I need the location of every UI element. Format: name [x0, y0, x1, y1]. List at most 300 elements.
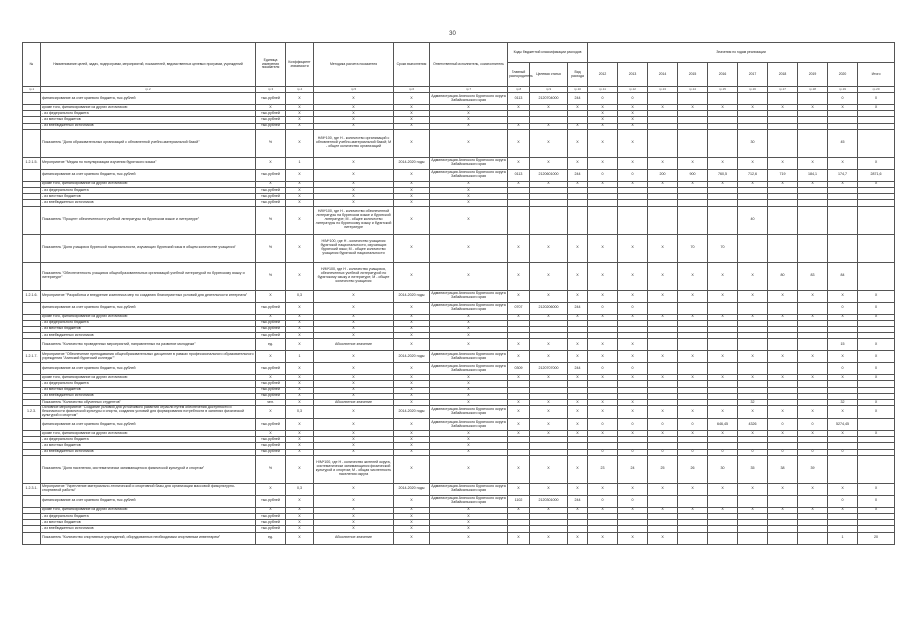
row-year-value: Х [588, 483, 618, 495]
row-name: Показатель "Количество спортивных учреждений, оборудованных необходимым спортивным инвентарем" [41, 532, 256, 544]
col-number: гр.5 [314, 87, 394, 93]
row-coef: Х [286, 437, 314, 443]
row-coef: Х [286, 507, 314, 513]
row-total [858, 419, 895, 431]
row-year-value: Х [618, 117, 648, 123]
row-year-value [708, 129, 738, 157]
row-year-value: Х [738, 406, 768, 419]
row-year-value [828, 206, 858, 234]
row-unit: тыс.рублей [256, 443, 286, 449]
row-year-value: Х [588, 507, 618, 513]
row-unit: тыс.рублей [256, 123, 286, 129]
row-year-value: Х [768, 105, 798, 111]
row-unit: Х [256, 483, 286, 495]
row-grbs: Х [508, 431, 530, 437]
row-responsible: Х [430, 129, 508, 157]
col-number: гр.6 [394, 87, 430, 93]
row-term: Х [394, 262, 430, 290]
table-row [23, 406, 895, 419]
row-year-value: Х [588, 111, 618, 117]
row-year-value [798, 339, 828, 351]
row-purpose-code [530, 206, 568, 234]
row-coef: Х [286, 200, 314, 206]
row-year-value: Х [828, 351, 858, 363]
col-number: гр.14 [678, 87, 708, 93]
row-year-value: Х [588, 234, 618, 262]
row-year-value [678, 93, 708, 105]
col-number: гр.12 [618, 87, 648, 93]
col-purpose-header: Целевая статья [530, 63, 568, 87]
row-year-value: Х [828, 483, 858, 495]
row-grbs: Х [508, 455, 530, 483]
row-year-value: 30 [708, 455, 738, 483]
row-name: кроме того, финансирование из других источников: [41, 314, 256, 320]
row-term: Х [394, 169, 430, 181]
row-name: кроме того, финансирование из других источников: [41, 431, 256, 437]
row-grbs [508, 206, 530, 234]
row-purpose-code: 2120301000 [530, 495, 568, 507]
row-year-value: Х [738, 290, 768, 302]
row-year-value: Х [708, 314, 738, 320]
row-unit: тыс.рублей [256, 363, 286, 375]
row-unit: тыс.рублей [256, 495, 286, 507]
row-total: 0 [858, 495, 895, 507]
row-year-value [828, 455, 858, 483]
row-unit: Х [256, 105, 286, 111]
row-year-value: Х [648, 431, 678, 437]
row-grbs: Х [508, 351, 530, 363]
row-grbs: Х [508, 419, 530, 431]
row-year-value: 25 [648, 455, 678, 483]
row-expense-type: Х [568, 351, 588, 363]
row-year-value: Х [738, 262, 768, 290]
col-name-header: Наименование целей, задач, подпрограмм, мероприятий, показателей, ведомственных целевых программ, учреждений [41, 43, 256, 87]
row-year-value: Х [828, 431, 858, 437]
row-responsible: Х [430, 526, 508, 532]
row-year-value [768, 234, 798, 262]
row-purpose-code: Х [530, 406, 568, 419]
row-year-value: Х [798, 351, 828, 363]
row-term: Х [394, 387, 430, 393]
row-year-value: 0 [768, 419, 798, 431]
row-year-value: Х [618, 262, 648, 290]
row-year-value: Х [768, 375, 798, 381]
row-grbs: Х [508, 339, 530, 351]
row-name: Показатель "Обеспеченность учащихся общеобразовательных организаций учебной литературой по бурятскому языку и литературе" [41, 262, 256, 290]
row-term: Х [394, 513, 430, 519]
row-method: Х [314, 449, 394, 455]
col-number: гр.3 [256, 87, 286, 93]
row-unit: тыс.рублей [256, 513, 286, 519]
row-year-value: Х [738, 157, 768, 169]
row-number [23, 129, 41, 157]
row-term: 2014-2020 годы [394, 157, 430, 169]
row-unit: тыс.рублей [256, 194, 286, 200]
row-term: Х [394, 449, 430, 455]
row-year-value [708, 363, 738, 375]
row-expense-type: Х [568, 262, 588, 290]
col-number: гр.4 [286, 87, 314, 93]
row-unit: тыс.рублей [256, 449, 286, 455]
row-year-value: 39 [798, 455, 828, 483]
row-term: Х [394, 129, 430, 157]
row-year-value [828, 234, 858, 262]
row-grbs: Х [508, 532, 530, 544]
row-year-value: Х [708, 290, 738, 302]
row-unit: % [256, 455, 286, 483]
row-name: кроме того, финансирование из других источников: [41, 507, 256, 513]
row-term: Х [394, 437, 430, 443]
row-year-value [768, 363, 798, 375]
row-method: Абсолютное значение [314, 339, 394, 351]
row-total: 0 [858, 93, 895, 105]
row-purpose-code: 2120206000 [530, 302, 568, 314]
row-expense-type: Х [568, 375, 588, 381]
row-year-value: Х [828, 375, 858, 381]
row-total: Х [858, 105, 895, 111]
row-year-value: Х [618, 351, 648, 363]
row-name: Основное мероприятие "Создание условий для устойчивого развития отрасли путем обеспечения доступности и безопасности физической культуры и спорта, создания условий для формирования потребности в занятиях физической культурой и спортом" [41, 406, 256, 419]
row-method: Х [314, 387, 394, 393]
row-year-value: Х [588, 314, 618, 320]
row-year-value [738, 234, 768, 262]
row-name: - из федерального бюджета [41, 381, 256, 387]
row-year-value: Х [798, 507, 828, 513]
table-row [23, 339, 895, 351]
row-purpose-code: Х [530, 455, 568, 483]
row-grbs: Х [508, 290, 530, 302]
row-year-value: Х [768, 314, 798, 320]
row-purpose-code: Х [530, 375, 568, 381]
row-total [858, 234, 895, 262]
row-number [23, 234, 41, 262]
row-year-value: Х [588, 105, 618, 111]
row-year-value [678, 532, 708, 544]
row-coef: Х [286, 105, 314, 111]
row-year-value: Х [708, 431, 738, 437]
row-name: - из внебюджетных источников [41, 123, 256, 129]
row-year-value: Х [678, 375, 708, 381]
row-method: Х [314, 194, 394, 200]
row-name: - из внебюджетных источников [41, 393, 256, 399]
row-method: Х [314, 507, 394, 513]
row-number [23, 302, 41, 314]
row-grbs: 0309 [508, 363, 530, 375]
row-expense-type: Х [568, 129, 588, 157]
year-header: 2020 [828, 63, 858, 87]
row-grbs: Х [508, 375, 530, 381]
row-method: Х [314, 111, 394, 117]
row-name: - из внебюджетных источников [41, 200, 256, 206]
row-purpose-code: Х [530, 483, 568, 495]
row-year-value: 0 [828, 449, 858, 455]
row-total: Х [858, 351, 895, 363]
row-responsible: Х [430, 111, 508, 117]
row-method: Х [314, 437, 394, 443]
row-term: Х [394, 105, 430, 111]
row-expense-type: Х [568, 400, 588, 406]
row-unit: % [256, 206, 286, 234]
row-coef: Х [286, 375, 314, 381]
row-term: Х [394, 181, 430, 187]
row-year-value [648, 206, 678, 234]
row-number [23, 262, 41, 290]
row-year-value: Х [768, 290, 798, 302]
row-year-value: Х [738, 431, 768, 437]
row-year-value: 24 [618, 455, 648, 483]
row-number [23, 169, 41, 181]
row-term: 2014-2020 годы [394, 290, 430, 302]
row-year-value: Х [618, 400, 648, 406]
row-term: Х [394, 431, 430, 437]
row-method: Х [314, 406, 394, 419]
row-term: 2014-2020 годы [394, 406, 430, 419]
row-year-value: Х [798, 314, 828, 320]
row-year-value [798, 495, 828, 507]
page-number: 30 [449, 31, 456, 37]
row-name: финансирование за счет краевого бюджета, тыс.рублей [41, 169, 256, 181]
row-year-value: 0 [828, 302, 858, 314]
row-year-value: Х [828, 290, 858, 302]
row-method: Н/М*100, где Н - количество учащихся бурятской национальности, изучающих бурятский язык; М - общее количество учащихся бурятской национальности [314, 234, 394, 262]
row-year-value: Х [618, 532, 648, 544]
row-unit: тыс.рублей [256, 169, 286, 181]
col-unit-header: Единица измерения показателя [256, 43, 286, 87]
row-coef: Х [286, 181, 314, 187]
row-term: Х [394, 363, 430, 375]
row-responsible: Администрация Агинского Бурятского округа Забайкальского края [430, 290, 508, 302]
row-coef: Х [286, 187, 314, 193]
row-year-value: Х [768, 181, 798, 187]
row-number: 1.2.3.1. [23, 483, 41, 495]
row-method: Х [314, 419, 394, 431]
row-unit: тыс.рублей [256, 187, 286, 193]
col-number: гр.15 [708, 87, 738, 93]
row-coef: Х [286, 455, 314, 483]
row-year-value: Х [588, 532, 618, 544]
row-name: Показатель "Доля учащихся бурятской национальности, изучающих бурятский язык в общем количестве учащихся" [41, 234, 256, 262]
row-year-value: 0 [588, 302, 618, 314]
row-year-value: 719 [768, 169, 798, 181]
row-year-value: Х [828, 105, 858, 111]
row-responsible: Администрация Агинского Бурятского округа Забайкальского края [430, 406, 508, 419]
row-method: Х [314, 169, 394, 181]
row-year-value: 0 [618, 449, 648, 455]
row-year-value: Х [588, 406, 618, 419]
row-year-value: Х [678, 181, 708, 187]
row-year-value: 0 [588, 363, 618, 375]
row-responsible: Администрация Агинского Бурятского округа Забайкальского края [430, 495, 508, 507]
row-year-value: Х [618, 314, 648, 320]
row-year-value: Х [618, 290, 648, 302]
row-year-value [648, 363, 678, 375]
row-name: Показатель "Процент обеспеченности учебной литературы на бурятском языке и литературе" [41, 206, 256, 234]
row-unit: тыс.рублей [256, 333, 286, 339]
row-expense-type: Х [568, 290, 588, 302]
row-unit: тыс.рублей [256, 200, 286, 206]
col-vr-header: Вид расхода [568, 63, 588, 87]
row-year-value: Х [648, 351, 678, 363]
row-method: Х [314, 314, 394, 320]
row-year-value: 0 [618, 93, 648, 105]
row-term: Х [394, 339, 430, 351]
row-responsible: Х [430, 206, 508, 234]
row-expense-type: Х [568, 314, 588, 320]
row-year-value [648, 129, 678, 157]
row-number [23, 206, 41, 234]
row-year-value: 0 [618, 169, 648, 181]
row-year-value [708, 93, 738, 105]
row-number: 1.2.1.7. [23, 351, 41, 363]
row-year-value: 0 [618, 495, 648, 507]
row-coef: 0,3 [286, 290, 314, 302]
col-term-header: Сроки выполнения [394, 43, 430, 87]
row-coef: Х [286, 169, 314, 181]
year-header: 2017 [738, 63, 768, 87]
row-grbs: Х [508, 123, 530, 129]
row-responsible: Х [430, 326, 508, 332]
row-total: Х [858, 483, 895, 495]
row-year-value: 0 [588, 419, 618, 431]
row-total: Х [858, 181, 895, 187]
row-term: Х [394, 520, 430, 526]
row-year-value: Х [768, 406, 798, 419]
row-year-value [738, 339, 768, 351]
row-coef: Х [286, 314, 314, 320]
row-year-value: Х [648, 532, 678, 544]
table-row [23, 302, 895, 314]
row-method: Х [314, 513, 394, 519]
row-number: 1.2.1.5. [23, 157, 41, 169]
row-number [23, 93, 41, 105]
row-term: Х [394, 443, 430, 449]
row-year-value: Х [648, 262, 678, 290]
row-term: Х [394, 400, 430, 406]
row-name: - из внебюджетных источников [41, 333, 256, 339]
row-coef: Х [286, 339, 314, 351]
row-year-value: Х [798, 406, 828, 419]
row-year-value: Х [798, 181, 828, 187]
row-year-value: Х [738, 483, 768, 495]
row-year-value: Х [648, 157, 678, 169]
row-term: Х [394, 393, 430, 399]
row-grbs: Х [508, 262, 530, 290]
row-total [858, 206, 895, 234]
row-year-value [798, 206, 828, 234]
row-method: Абсолютное значение [314, 400, 394, 406]
row-total [858, 262, 895, 290]
row-year-value: 712,6 [738, 169, 768, 181]
row-year-value: Х [618, 483, 648, 495]
row-purpose-code: Х [530, 105, 568, 111]
row-number [23, 363, 41, 375]
row-responsible: Х [430, 333, 508, 339]
budget-codes-header: Коды бюджетной классификации расходов [508, 43, 588, 63]
row-year-value: 184,1 [798, 169, 828, 181]
row-year-value: Х [648, 507, 678, 513]
row-name: финансирование за счет краевого бюджета, тыс.рублей [41, 419, 256, 431]
row-name: - из федерального бюджета [41, 320, 256, 326]
row-purpose-code: Х [530, 339, 568, 351]
row-coef: 1 [286, 351, 314, 363]
row-year-value: Х [738, 351, 768, 363]
row-responsible: Х [430, 387, 508, 393]
row-purpose-code: Х [530, 431, 568, 437]
row-year-value [678, 129, 708, 157]
row-year-value: Х [648, 105, 678, 111]
row-year-value: 45 [828, 129, 858, 157]
row-year-value: Х [828, 406, 858, 419]
row-method: Х [314, 381, 394, 387]
year-header: 2012 [588, 63, 618, 87]
row-name: Показатель "Доля образовательных организаций с обновленной учебно-материальной базой" [41, 129, 256, 157]
program-table [22, 42, 895, 545]
row-year-value: 760,5 [708, 169, 738, 181]
table-row [23, 351, 895, 363]
row-term: 2014-2020 годы [394, 483, 430, 495]
row-year-value: 0 [648, 419, 678, 431]
row-year-value: Х [588, 431, 618, 437]
row-year-value [768, 206, 798, 234]
col-number: гр.13 [648, 87, 678, 93]
row-total: Х [858, 431, 895, 437]
col-number: гр.2 [41, 87, 256, 93]
row-unit: Х [256, 431, 286, 437]
row-unit: тыс.рублей [256, 393, 286, 399]
row-responsible: Х [430, 507, 508, 513]
row-year-value: Х [648, 181, 678, 187]
row-year-value: Х [618, 234, 648, 262]
row-responsible: Х [430, 262, 508, 290]
row-name: - из федерального бюджета [41, 187, 256, 193]
row-coef: Х [286, 262, 314, 290]
row-term: 2014-2020 годы [394, 351, 430, 363]
row-method: Н/М*100, где Н - количество жителей округа, систематически занимающихся физической культурой и спортом; М - общая численность населения округа [314, 455, 394, 483]
row-coef: Х [286, 363, 314, 375]
row-unit: чел. [256, 400, 286, 406]
row-year-value: 646,45 [708, 419, 738, 431]
row-responsible: Х [430, 431, 508, 437]
row-method: Х [314, 333, 394, 339]
row-year-value: 900 [678, 169, 708, 181]
table-row [23, 495, 895, 507]
row-year-value: 70 [708, 234, 738, 262]
row-unit: ед. [256, 532, 286, 544]
row-method: Х [314, 363, 394, 375]
col-no-header: № [23, 43, 41, 87]
row-purpose-code: Х [530, 351, 568, 363]
row-unit: тыс.рублей [256, 117, 286, 123]
row-year-value: 0 [828, 495, 858, 507]
row-number [23, 339, 41, 351]
row-total: 0 [858, 363, 895, 375]
row-year-value [678, 302, 708, 314]
row-year-value: 5274,45 [828, 419, 858, 431]
row-year-value [768, 129, 798, 157]
row-unit: Х [256, 290, 286, 302]
row-year-value [738, 495, 768, 507]
table-row [23, 169, 895, 181]
row-year-value [708, 302, 738, 314]
row-expense-type: Х [568, 105, 588, 111]
row-responsible: Х [430, 187, 508, 193]
col-number: гр.7 [430, 87, 508, 93]
row-term: Х [394, 234, 430, 262]
row-grbs: 1102 [508, 495, 530, 507]
row-year-value: 38 [768, 455, 798, 483]
row-unit: Х [256, 314, 286, 320]
row-year-value: Х [798, 375, 828, 381]
